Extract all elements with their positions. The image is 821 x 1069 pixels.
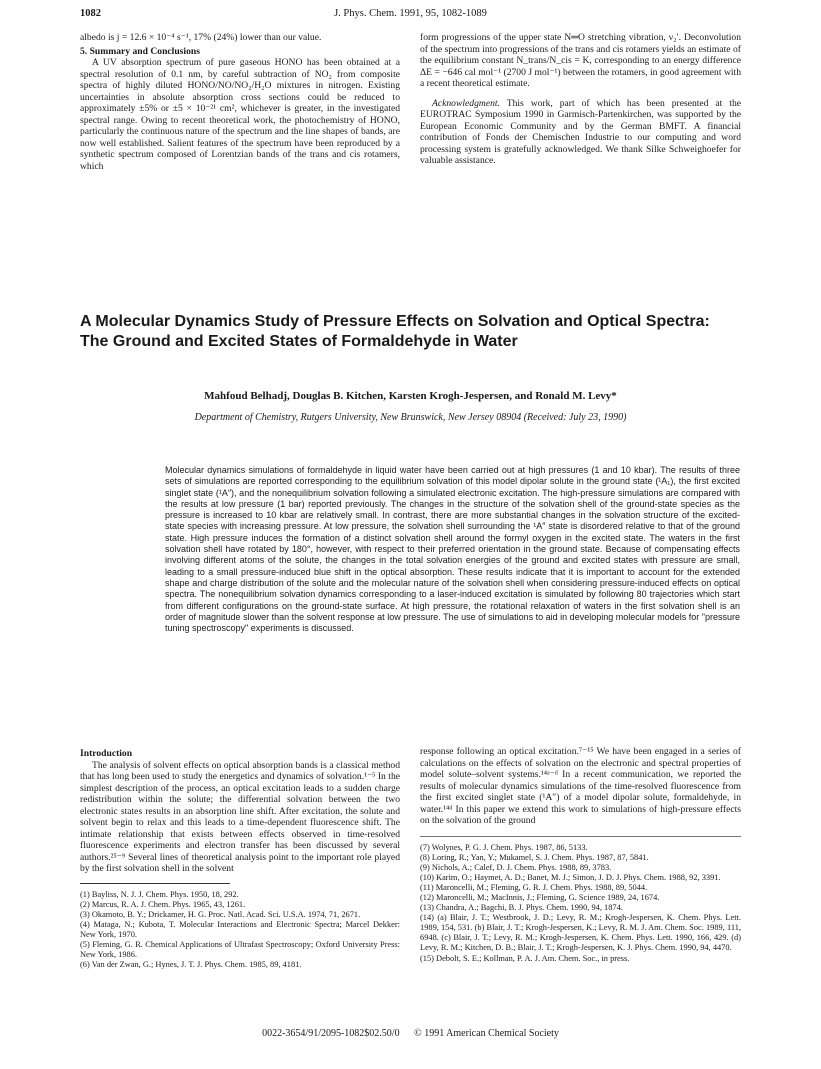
article-affiliation: Department of Chemistry, Rutgers University, New Brunswick, New Jersey 08904 (Received: July 23, 1990) [194, 412, 627, 423]
prev-article-left-column [80, 32, 400, 172]
page-number: 1082 [80, 8, 101, 19]
reference-item: (12) Maroncelli, M.; MacInnis, J.; Fleming, G. Science 1989, 24, 1674. [420, 892, 660, 902]
prev-article-right-column [420, 32, 741, 167]
intro-right-column [420, 746, 741, 964]
article-code: 0022-3654/91/2095-1082$02.50/0 [262, 1028, 400, 1039]
reference-item: (1) Bayliss, N. J. J. Chem. Phys. 1950, 18, 292. [80, 889, 239, 899]
running-header [80, 8, 741, 24]
reference-item: (6) Van der Zwan, G.; Hynes, J. T. J. Phys. Chem. 1985, 89, 4181. [80, 960, 302, 970]
reference-item: (9) Nichols, A.; Calef, D. J. Chem. Phys. 1988, 89, 3783. [420, 862, 612, 872]
reference-item: (5) Fleming, G. R. Chemical Applications of Ultrafast Spectroscopy; Oxford University Press: New York, 1986. [80, 939, 400, 960]
introduction-continuation: response following an optical excitation.⁷⁻¹⁵ We have been engaged in a series of calculations on the effects of solvation on the electronic and spectral properties of model solute–solvent systems.¹⁴ᵃ⁻ᵈ In a recent communication, we reported the results of molecular dynamics simulations of the time-resolved fluorescence from the first excited singlet state (¹A″) of a model dipolar solute, formaldehyde, in water.¹⁴ᵈ In this paper we extend this work to simulations of high-pressure effects on the solvation of the ground [420, 746, 741, 826]
acknowledgment-label: Acknowledgment. [432, 97, 500, 109]
prev-article-fragment: albedo is j = 12.6 × 10⁻⁴ s⁻¹, 17% (24%) lower than our value. [80, 32, 322, 43]
summary-heading: 5. Summary and Conclusions [80, 45, 200, 57]
article-authors: Mahfoud Belhadj, Douglas B. Kitchen, Karsten Krogh-Jespersen, and Ronald M. Levy* [204, 390, 617, 402]
article-abstract: Molecular dynamics simulations of formaldehyde in liquid water have been carried out at high pressures (1 and 10 kbar). The results of three sets of simulations are reported corresponding to the equilibrium solvation of this model dipolar solute in the ground state (¹A₁), the first excited singlet state (¹A″), and the nonequilibrium solvation following a simulated electronic excitation. The high-pressure simulations are compared with the results at low pressure (1 bar) reported previously. The changes in the structure of the solvation shell of the ground-state species as the pressure is increased to 10 kbar are relatively small. In contrast, there are more substantial changes in the solvation structure of the excited-state species with increasing pressure. At low pressure, the solvation shell surrounding the ¹A″ state is disordered relative to that of the ground state. High pressure induces the formation of a distinct solvation shell around the formyl oxygen in the excited state. The waters in the first solvation shell have rotated by 180°, however, with respect to their preferred orientation in the ground state. Because of compensating effects involving different atoms of the solute, the changes in the total solvation energies of the ground and excited states with pressure are small, leading to a small pressure-induced blue shift in the optical absorption. These results indicate that it is important to account for the extended shape and charge distribution of the solute and the molecular nature of the solvation shell when considering pressure-induced effects on optical spectra. The nonequilibrium solvation dynamics corresponding to a laser-induced excitation is simulated by following 80 trajectories which start from different configurations on the ground-state surface. At high pressure, the rotational relaxation of waters in the first solvation shell is an order of magnitude slower than the solvent response at low pressure. The use of simulations to aid in developing molecular models for "pressure tuning spectroscopy" experiments is discussed. [165, 465, 740, 634]
reference-item: (14) (a) Blair, J. T.; Westbrook, J. D.; Levy, R. M.; Krogh-Jespersen, K. Chem. Phys. Lett. 1989, 154, 531. (b) Blair, J. T.; Krogh-Jespersen, K.; Levy, R. M. J. Am. Chem. Soc. 1989, 111, 6948. (c) Blair, J. T.; Levy, R. M.; Krogh-Jespersen, K. Chem. Phys. Lett. 1990, 166, 429. (d) Levy, R. M.; Kitchen, D. B.; Blair, J. T.; Krogh-Jespersen, K. J. Phys. Chem. 1990, 94, 4470. [420, 913, 741, 953]
acknowledgment-paragraph [420, 98, 741, 167]
copyright-notice: © 1991 American Chemical Society [414, 1028, 559, 1039]
reference-item: (10) Karim, O.; Haymet, A. D.; Banet, M. J.; Simon, J. D. J. Phys. Chem. 1988, 92, 3391. [420, 872, 721, 882]
summary-continuation: form progressions of the upper state N═O stretching vibration, ν₂′. Deconvolution of the spectrum into progressions of the trans and cis rotamers yields an estimate of the equilibrium constant N_trans/N_cis = K, corresponding to an energy difference ΔE = −646 cal mol⁻¹ (2700 J mol⁻¹) between the rotamers, in good agreement with a recent theoretical estimate. [420, 32, 741, 89]
summary-paragraph: A UV absorption spectrum of pure gaseous HONO has been obtained at a spectral resolution of 0.1 nm, by careful subtraction of NO₂ from composite spectra of highly diluted HONO/NO/NO₂/H₂O mixtures in nitrogen. Existing uncertainties in absolute absorption cross sections could be reduced to approximately ±5% or ±5 × 10⁻²¹ cm², whichever is greater, in the investigated spectral range. Owing to recent theoretical work, the photochemistry of HONO, particularly the continuous nature of the spectrum and the line shapes of bands, are now well established. Salient features of the spectrum have been reproduced by a synthetic spectrum composed of Lorentzian bands of the trans and cis rotamers, which [80, 57, 400, 172]
reference-item: (2) Marcus, R. A. J. Chem. Phys. 1965, 43, 1261. [80, 899, 246, 909]
article-title: A Molecular Dynamics Study of Pressure Effects on Solvation and Optical Spectra: The Ground and Excited States of Formaldehyde in Water [80, 313, 710, 350]
reference-item: (11) Maroncelli, M.; Fleming, G. R. J. Chem. Phys. 1988, 89, 5044. [420, 882, 648, 892]
footnote-divider [80, 883, 230, 884]
intro-left-column [80, 746, 400, 970]
reference-item: (8) Loring, R.; Yan, Y.; Mukamel, S. J. Chem. Phys. 1987, 87, 5841. [420, 852, 649, 862]
reference-item: (4) Mataga, N.; Kubota, T. Molecular Interactions and Electronic Spectra; Marcel Dekker: New York, 1970. [80, 919, 400, 939]
references-left [80, 890, 400, 971]
footnote-divider [420, 836, 741, 837]
journal-citation: J. Phys. Chem. 1991, 95, 1082-1089 [334, 8, 487, 19]
introduction-paragraph: The analysis of solvent effects on optical absorption bands is a classical method that has long been used to study the energetics and dynamics of solvation.¹⁻⁵ In the simplest description of the process, an optical excitation leads to a sudden charge redistribution within the solute; the differential solvation between the two electronic states results in an absorption line shift. After excitation, the solute and solvent begin to relax and this leads to a time-dependent fluorescence shift. The intimate relationship that exists between effects observed in time-resolved fluorescence experiments and electron transfer has been discussed by several authors.²⁵⁻⁹ Several lines of theoretical analysis point to the important role played by the first solvation shell in the solvent [80, 759, 400, 874]
reference-item: (15) Debolt, S. E.; Kollman, P. A. J. Am. Chem. Soc., in press. [420, 953, 630, 963]
reference-item: (7) Wolynes, P. G. J. Chem. Phys. 1987, 86, 5133. [420, 842, 588, 852]
page-footer [80, 1028, 741, 1039]
references-right [420, 843, 741, 964]
introduction-heading: Introduction [80, 748, 133, 759]
reference-item: (13) Chandra, A.; Bagchi, B. J. Phys. Chem. 1990, 94, 1874. [420, 903, 623, 913]
reference-item: (3) Okamoto, B. Y.; Drickamer, H. G. Proc. Natl. Acad. Sci. U.S.A. 1974, 71, 2671. [80, 909, 361, 919]
acknowledgment-text: This work, part of which has been presented at the EUROTRAC Symposium 1990 in Garmisch-Partenkirchen, was supported by the European Economic Community and by the German BMFT. A financial contribution of Fonds der Chemischen Industrie to our computing and word processing system is gratefully acknowledged. We thank Silke Schweighoefer for valuable assistance. [420, 97, 741, 166]
